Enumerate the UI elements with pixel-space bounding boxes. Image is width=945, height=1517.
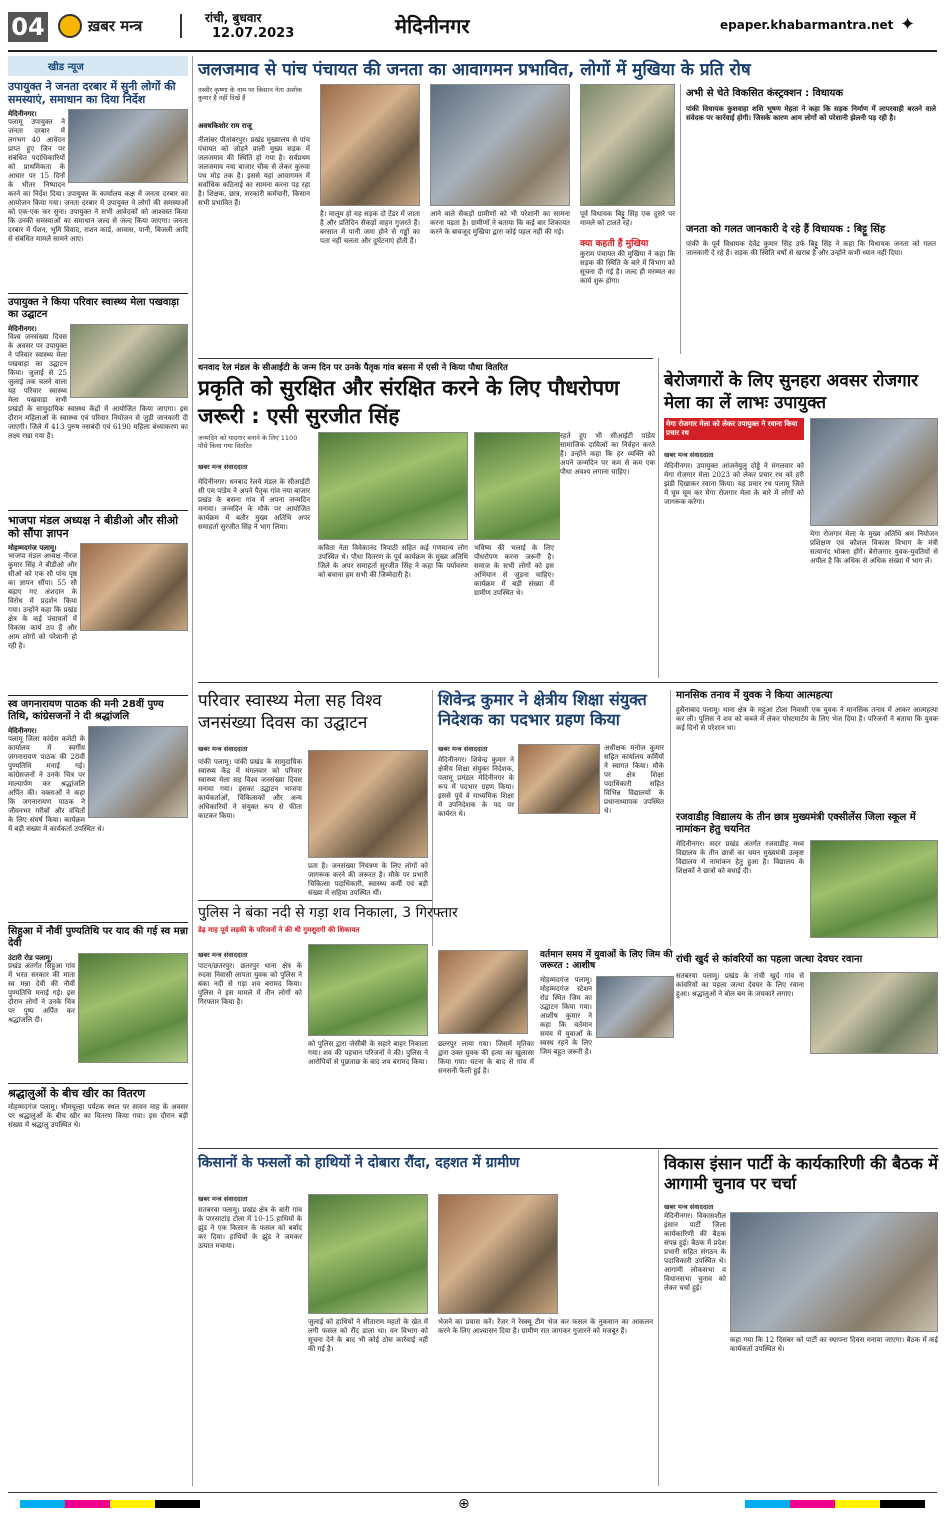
edu-body: अधीक्षक मनोज कुमार सहित कार्यालय कर्मियों ने स्वागत किया। मौके पर क्षेत्र शिक्षा पदाधिकारी सहित विभिन्न विद्यालयों के प्रधानाध्यापक उपस्थित थे। <box>604 744 664 815</box>
footer-color-bar-right <box>745 1500 925 1508</box>
website-url: epaper.khabarmantra.net <box>720 18 894 32</box>
story-divider <box>8 922 188 923</box>
story-divider <box>8 695 188 696</box>
police-body: को पुलिस द्वारा जेसीबी के सहारे बाहर निकाला गया। शव की पहचान परिजनों ने की। पुलिस ने आरोपियों से पूछताछ के बाद शव बरामद किया। <box>308 1040 428 1066</box>
brand-name: ख़बर मन्त्र <box>88 17 143 35</box>
health-photo <box>308 750 428 858</box>
story-photo <box>88 726 188 818</box>
banner-strip: धनवाद रेल मंडल के सीआईटी के जन्म दिन पर उनके पैतृक गांव बसना में एसी ने किया पौधा वितरित <box>198 358 653 373</box>
env-photo-1 <box>318 432 468 540</box>
health-body: प्रता है। जनसंख्या नियंत्रण के लिए लोगों को जागरूक करने की जरूरत है। मौके पर प्रभारी चिकित्सा पदाधिकारी, स्वास्थ्य कर्मी एवं बड़ी संख्या में सहिया उपस्थित थीं। <box>308 862 428 897</box>
kanwar-headline: रांची खुर्द से कांवरियों का पहला जत्था देवघर रवाना <box>676 954 863 965</box>
elephant-body: सतबरवा पलामू। प्रखंड क्षेत्र के बारी गांव के पारसाटांड़ टोला में 10-15 हाथियों के झुंड ने एक किसान के फसल को बर्बाद कर दिया। हाथियों के झुंड ने जमकर उत्पात मचाया। <box>198 1206 302 1250</box>
vip-photo <box>730 1212 938 1332</box>
kanwar-photo <box>810 972 938 1054</box>
env-caption: जन्मदिन को यादगार बनाने के लिए 1100 पौधे किया गया वितरित <box>198 434 298 450</box>
bird-icon: ✦ <box>900 14 916 35</box>
edu-photo <box>518 744 600 814</box>
dateline: मेदिनीनगर। <box>8 324 37 333</box>
edu-headline: शिवेन्द्र कुमार ने क्षेत्रीय शिक्षा संयुक्त निदेशक का पदभार ग्रहण किया <box>438 690 647 729</box>
job-headline: बेरोजगारों के लिए सुनहरा अवसर रोजगार मेला का लें लाभः उपायुक्त <box>664 371 919 413</box>
job-photo <box>810 418 938 526</box>
page-number: 04 <box>11 13 45 41</box>
health-body: पांकी पलामू। पांकी प्रखंड के सामुदायिक स्वास्थ्य केंद्र में मंगलवार को परिवार स्वास्थ्य मेला सह विश्व जनसंख्या दिवस मनाया गया। इसका उद्घाटन भाजपा कार्यकर्ताओं, चिकित्सकों और अन्य अधिकारियों ने संयुक्त रूप से फीता काटकर किया। <box>198 758 302 820</box>
story-divider <box>8 293 188 294</box>
story-headline: उपायुक्त ने जनता दरबार में सुनी लोगों की समस्याएं, समाधान का दिया निर्देश <box>8 80 176 106</box>
env-body: कविता नेता विवेकानंद त्रिपाठी सहित कई गणमान्य लोग उपस्थित थे। पौधा वितरण के पूर्व कार्यक्रम के मुख्य अतिथि जिले के अपर समाहर्ता सुरजीत सिंह ने कहा कि पर्यावरण को बचाना हम सभी की जिम्मेदारी है। <box>318 544 468 579</box>
story-photo <box>80 543 188 631</box>
gym-photo <box>596 976 674 1038</box>
side-story-body: पांकी विधायक कुशवाहा शशि भूषण मेहता ने कहा कि सड़क निर्माण में लापरवाही बरतने वाले संवेदक पर कार्रवाई होगी। जिसके कारण आम लोगों को परेशानी झेलनी पड़ रही है। <box>686 104 936 122</box>
story-body: प्रखंड अंतर्गत सिहुआ गांव में भरत सरकार की माता स्व मन्ना देवी की नौवीं पुण्यतिथि मनाई गई। इस दौरान लोगों ने उनके चित्र पर पुष्प अर्पित कर श्रद्धांजलि दी। <box>8 962 75 1024</box>
top-story-body: आने वाले सैकड़ों ग्रामीणों को भी परेशानी का सामना करना पड़ता है। ग्रामीणों ने बताया कि कई बार शिकायत करने के बावजूद मुखिया द्वारा कोई पहल नहीं की गई। <box>430 210 570 236</box>
dateline: मोहम्मदगंज पलामू। <box>8 543 57 552</box>
elephant-headline: किसानों के फसलों को हाथियों ने दोबारा रौंदा, दहशत में ग्रामीण <box>198 1155 520 1171</box>
top-story-body: कुराम पंचायत की मुखिया ने कहा कि सड़क की स्थिति के बारे में विभाग को सूचना दी गई है। जल्द ही मरम्मत का कार्य शुरू होगा। <box>580 250 675 285</box>
day-line: रांची, बुधवार <box>205 11 262 25</box>
job-body: मेगा रोजगार मेला के मुख्य अतिथि श्रम नियोजन प्रशिक्षण एवं कौशल विकास विभाग के मंत्री सत्यानंद भोक्ता होंगे। बेरोजगार युवक-युवतियों से अपील है कि अधिक से अधिक संख्या में भाग लें। <box>810 530 938 565</box>
masthead-rule <box>8 50 937 52</box>
job-byline: खबर मन्त्र संवाददाता <box>664 451 714 459</box>
story-body: मोहम्मदगंज पलामू। भीमचूल्हा पर्यटक स्थल पर सावन माह के अवसर पर श्रद्धालुओं के बीच खीर का वितरण किया गया। इस दौरान बड़ी संख्या में श्रद्धालु उपस्थित थे। <box>8 1103 188 1129</box>
story-photo <box>70 324 188 398</box>
stress-headline: मानसिक तनाव में युवक ने किया आत्महत्या <box>676 690 833 701</box>
gym-headline: वर्तमान समय में युवाओं के लिए जिम की जरूरत : आशीष <box>540 950 673 971</box>
police-headline: पुलिस ने बंका नदी से गड़ा शव निकाला, 3 गिरफ्तार <box>198 905 458 921</box>
health-byline: खबर मन्त्र संवाददाता <box>198 745 248 753</box>
column-divider <box>658 1150 659 1486</box>
env-body: रहते हुए भी सीआईटी पांडेय सामाजिक दायित्वों का निर्वहन करते हैं। उन्होंने कहा कि हर व्यक्ति को अपने जन्मदिन पर कम से कम एक पौधा अवश्य लगाना चाहिए। <box>560 432 655 678</box>
story-divider <box>8 510 188 511</box>
story-body: विश्व जनसंख्या दिवस के अवसर पर उपायुक्त ने परिवार स्वास्थ्य मेला पखवाड़ा का उद्घाटन किया। जुलाई से 25 जुलाई तक चलने वाला यह परिवार स्वास्थ्य मेला पखवाड़ा सभी प्रखंडों के सामुदायिक स्वास्थ्य केंद्रों में आयोजित किया जाएगा। इस दौरान महिलाओं के स्वास्थ्य एवं परिवार नियोजन से जुड़ी जानकारी दी जाएगी। जिले में 413 पुरुष नसबंदी एवं 6190 महिला बंध्याकरण का लक्ष्य रखा गया है। <box>8 333 188 440</box>
masthead-divider <box>180 14 182 38</box>
env-body: मेदिनीनगर। धनबाद रेलवे मंडल के सीआईटी सी एम पांडेय ने अपने पैतृक गांव नया बाजार प्रखंड के बसना गांव में अपना जन्मदिन मनाया। जन्मदिन के मौके पर आयोजित कार्यक्रम में बतौर मुख्य अतिथि अपर समाहर्ता सुरजीत सिंह ने भाग लिया। <box>198 478 310 531</box>
story-photo <box>78 953 188 1063</box>
side-story-body: पांकी के पूर्व विधायक देवेंद्र कुमार सिंह उर्फ बिट्टू सिंह ने कहा कि विधायक जनता को गलत जानकारी दे रहे हैं। सड़क की स्थिति वर्षों से खराब है और उन्होंने कभी ध्यान नहीं दिया। <box>686 240 936 257</box>
elephant-body: भेजने का प्रयास करें। रेंजर ने रेस्क्यू टीम भेज कर फसल के नुकसान का आकलन करने के लिए आश्वासन दिया है। ग्रामीण रात जागकर गुजारने को मजबूर हैं। <box>438 1318 653 1335</box>
job-caption: मेगा रोजगार मेला को लेकर उपायुक्त ने रवाना किया प्रचार रथ <box>664 418 804 440</box>
elephant-body: जुलाई को हाथियों ने सीताराम महतो के खेत में लगी फसल को रौंद डाला था। वन विभाग को सूचना देने के बाद भी कोई ठोस कार्रवाई नहीं की गई है। <box>308 1318 428 1353</box>
top-story-caption: तस्वीर कृष्णा के नाम पर किसान नेता अशोक कुमार है नहीं दिखें हैं <box>198 86 303 102</box>
top-story-body: है। मालूम हो यह सड़क दो टेंडर में जाता है और प्रतिदिन सैकड़ों वाहन गुजरते हैं। बरसात में पानी जमा होने से गड्ढों का पता नहीं चलता और दुर्घटनाएं होती हैं। <box>320 210 420 245</box>
police-body: पाटन/छतरपुर। छतरपुर थाना क्षेत्र के रुदवा निवासी लापता युवक को पुलिस ने बंका नदी से गड़ा शव बरामद किया। पुलिस ने इस मामले में तीन लोगों को गिरफ्तार किया है। <box>198 962 302 1006</box>
story-body: पलामू जिला कांग्रेस कमेटी के कार्यालय में स्वर्गीय जगनारायण पाठक की 28वीं पुण्यतिथि मनाई गई। कांग्रेसजनों ने उनके चित्र पर माल्यार्पण कर श्रद्धांजलि अर्पित की। वक्ताओं ने कहा कि जगनारायण पाठक ने जीवनभर गरीबों और वंचितों के लिए संघर्ष किया। कार्यक्रम में बड़ी संख्या में कार्यकर्ता उपस्थित थे। <box>8 735 105 833</box>
police-byline: खबर मन्त्र संवाददाता <box>198 951 248 959</box>
dateline: मेदिनीनगर। <box>8 109 37 118</box>
police-photo-1 <box>308 944 428 1036</box>
gym-body: मोहम्मदगंज पलामू। मोहम्मदगंज स्टेशन रोड स्थित जिम का उद्घाटन किया गया। आशीष कुमार ने कहा कि वर्तमान समय में युवाओं के स्वस्थ रहने के लिए जिम बहुत जरूरी है। <box>540 976 592 1056</box>
date-line: 12.07.2023 <box>212 26 295 41</box>
top-story-photo-mukhiya <box>580 84 675 206</box>
police-caption: डेढ़ माह पूर्व लड़की के परिजनों ने की थी गुमशुदगी की शिकायत <box>198 926 360 934</box>
stress-body: हुसैनाबाद पलामू। थाना क्षेत्र के महुआ टोला निवासी एक युवक ने मानसिक तनाव में आकर आत्महत्या कर ली। पुलिस ने शव को कब्जे में लेकर पोस्टमार्टम के लिए भेज दिया है। परिजनों ने बताया कि युवक कई दिनों से परेशान था। <box>676 706 938 732</box>
vip-byline: खबर मन्त्र संवाददाता <box>664 1203 714 1211</box>
masthead <box>0 0 945 52</box>
section-rule <box>198 682 938 683</box>
story-body: पलामू उपायुक्त ने जनता दरबार में लगभग 40 आवेदन प्राप्त हुए जिन पर संबंधित पदाधिकारियों को प्राथमिकता के आधार पर 15 दिनों के भीतर निष्पादन करने का निर्देश दिया। उपायुक्त के कार्यालय कक्ष में जनता दरबार का आयोजन किया गया। जनता दरबार में उपायुक्त ने लोगों की समस्याओं को एक-एक कर सुना। उपायुक्त ने सभी आवेदकों को आश्वस्त किया कि उनकी समस्याओं का समाधान जल्द से जल्द किया जाएगा। जनता दरबार में पेंशन, भूमि विवाद, राशन कार्ड, आवास, पानी, बिजली आदि से संबंधित मामले सामने आए। <box>8 118 188 243</box>
top-story-photo-road <box>430 84 570 206</box>
elephant-photo-1 <box>308 1194 428 1314</box>
school-photo <box>810 840 938 938</box>
police-body: छतरपुर लाया गया। जिसमें मृतिका द्वारा उक्त युवक की हत्या का खुलासा किया गया। घटना के बाद से गांव में सनसनी फैली हुई है। <box>438 1040 534 1075</box>
brand-logo-icon <box>58 14 82 38</box>
footer-rule <box>8 1492 937 1493</box>
dateline: उंटारी रोड पलामू। <box>8 953 53 962</box>
footer-center-mark: ⊕ <box>458 1496 470 1512</box>
top-story-body: पूर्व विधायक बिट्टू सिंह एक दूसरे पर मामले को टालते रहे। <box>580 210 675 227</box>
column-divider <box>658 358 659 678</box>
story-headline: भाजपा मंडल अध्यक्ष ने बीडीओ और सीओ को सौंपा ज्ञापन <box>8 514 179 540</box>
story-photo <box>68 109 188 183</box>
story-body: भाजपा मंडल अध्यक्ष नीरज कुमार सिंह ने बीडीओ और सीओ को एक सौ पांच पृष्ठ का ज्ञापन सौंपा। 55 सौ बढ़ाए गए अंशदान के विरोध में प्रदर्शन किया गया। उन्होंने कहा कि प्रखंड क्षेत्र के कई पंचायतों में विकास कार्य ठप हैं और आम लोगों को परेशानी हो रही है। <box>8 552 77 650</box>
left-column <box>8 56 188 1486</box>
section-name: मेदिनीनगर <box>395 14 470 38</box>
env-byline: खबर मन्त्र संवाददाता <box>198 463 248 471</box>
school-body: मेदिनीनगर। सदर प्रखंड अंतर्गत रजवाडीह मध्य विद्यालय के तीन छात्रों का चयन मुख्यमंत्री उत्कृष्ट विद्यालय में नामांकन हेतु हुआ है। विद्यालय के शिक्षकों ने छात्रों को बधाई दी। <box>676 840 804 875</box>
kanwar-body: सतबरवा पलामू। प्रखंड के रांची खुर्द गांव से कांवरियों का पहला जत्था देवघर के लिए रवाना हुआ। श्रद्धालुओं ने बोल बम के जयकारे लगाए। <box>676 972 804 998</box>
top-story-byline: अवधकिशोर राम राजू <box>198 122 252 130</box>
env-body: भविष्य की भलाई के लिए पौधरोपण करना जरूरी है। समाज के सभी लोगों को इस अभियान से जुड़ना चाहिए। कार्यक्रम में बड़ी संख्या में ग्रामीण उपस्थित थे। <box>474 544 554 597</box>
vip-body: कहा गया कि 12 दिसंबर को पार्टी का स्थापना दिवस मनाया जाएगा। बैठक में कई कार्यकर्ता उपस्थित थे। <box>730 1336 938 1353</box>
section-rule <box>198 900 432 901</box>
elephant-byline: खबर मन्त्र संवाददाता <box>198 1195 248 1203</box>
story-headline: स्व जगनारायण पाठक की मनी 28वीं पुण्य तिथि, कांग्रेसजनों ने दी श्रद्धांजलि <box>8 699 164 722</box>
column-divider <box>680 84 681 354</box>
story-headline: श्रद्धालुओं के बीच खीर का वितरण <box>8 1087 146 1100</box>
health-headline: परिवार स्वास्थ्य मेला सह विश्व जनसंख्या दिवस का उद्घाटन <box>198 691 382 733</box>
elephant-photo-2 <box>438 1194 558 1314</box>
top-story-photo-portrait <box>320 84 420 206</box>
job-body: मेदिनीनगर। उपायुक्त आंजनेयुलु दोड्डे ने मंगलवार को मेगा रोजगार मेला 2023 को लेकर प्रचार रथ को हरी झंडी दिखाकर रवाना किया। यह प्रचार रथ पलामू जिले में घूम घूम कर मेगा रोजगार मेला के बारे में लोगों को जागरूक करेगा। <box>664 462 804 506</box>
footer-color-bar-left <box>20 1500 200 1508</box>
dateline: मेदिनीनगर। <box>8 726 37 735</box>
police-photo-2 <box>438 950 528 1034</box>
section-rule <box>198 1148 938 1149</box>
edu-byline: खबर मन्त्र संवाददाता <box>438 745 488 753</box>
vip-body: मेदिनीनगर। विकासशील इंसान पार्टी जिला कार्यकारिणी की बैठक संपन्न हुई। बैठक में प्रदेश प्रभारी सहित संगठन के पदाधिकारी उपस्थित थे। आगामी लोकसभा व विधानसभा चुनाव को लेकर चर्चा हुई। <box>664 1212 726 1292</box>
column-divider <box>670 690 671 946</box>
story-divider <box>8 1083 188 1084</box>
edu-body: मेदिनीनगर। शिवेन्द्र कुमार ने क्षेत्रीय शिक्षा संयुक्त निदेशक, पलामू प्रमंडल मेदिनीनगर के रूप में पदभार ग्रहण किया। इससे पूर्व वे माध्यमिक शिक्षा में उपनिदेशक के पद पर कार्यरत थे। <box>438 756 514 818</box>
column-divider <box>192 56 193 1486</box>
side-story-headline: जनता को गलत जानकारी दे रहे हैं विधायक : बिट्टू सिंह <box>686 224 886 235</box>
side-story-headline: अभी से चेते विकसित कंस्ट्रक्शन : विधायक <box>686 88 843 99</box>
top-story-headline: जलजमाव से पांच पंचायत की जनता का आवागमन प्रभावित, लोगों में मुखिया के प्रति रोष <box>198 60 751 80</box>
story-headline: सिहुआ में नौवीं पुण्यतिथि पर याद की गई स्व मन्ना देवी <box>8 926 188 949</box>
top-story-subhead: क्या कहती हैं मुखिया <box>580 239 649 249</box>
env-headline: प्रकृति को सुरक्षित और संरक्षित करने के लिए पौधरोपण जरूरी : एसी सुरजीत सिंह <box>198 376 620 428</box>
page-number-box <box>8 12 48 42</box>
vip-headline: विकास इंसान पार्टी के कार्यकारिणी की बैठक में आगामी चुनाव पर चर्चा <box>664 1154 938 1193</box>
top-story-body: नीलांबर पीतांबरपुर। प्रखंड मुख्यालय से पांच पंचायत को जोड़ने वाली मुख्य सड़क में जलजमाव की स्थिति हो गया है। सर्वप्रथम जलजमाव नया बाजार चौक से लेकर कुरुवा पथ मोड़ तक है। इससे यहां आवागमन में सर्वाधिक कठिनाई का सामना करना पड़ रहा है। शिक्षक, छात्र, सरकारी कर्मचारी, किसान सभी प्रभावित हैं। <box>198 136 310 207</box>
story-headline: उपायुक्त ने किया परिवार स्वास्थ्य मेला पखवाड़ा का उद्घाटन <box>8 297 179 320</box>
section-tag: खीड न्यूज <box>8 56 188 76</box>
school-headline: रजवाडीह विद्यालय के तीन छात्र मुख्यमंत्री एक्सीलेंस जिला स्कूल में नामांकन हेतु चयनित <box>676 812 916 835</box>
